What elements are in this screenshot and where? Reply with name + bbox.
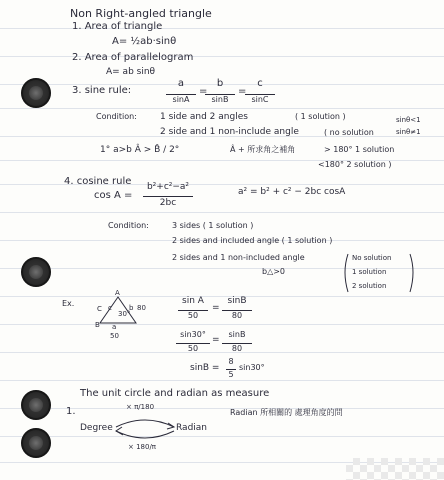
ratio3-lhs: sinB =	[190, 363, 220, 373]
degree-to-radian-factor: × π/180	[126, 403, 155, 411]
triangle-side-a: a	[112, 323, 117, 331]
cosine-brace-2: 1 solution	[352, 268, 387, 276]
ruled-line	[0, 28, 444, 29]
cosine-rule-alt: a² = b² + c² − 2bc cosA	[238, 187, 346, 197]
cosine-brace-1: No solution	[352, 254, 392, 262]
ratio1-eq: =	[212, 303, 220, 313]
ruled-line	[0, 212, 444, 213]
example-label: Ex.	[62, 299, 75, 308]
cosine-condition-line1: 3 sides ( 1 solution )	[172, 221, 254, 230]
sine-rule-c-den: sinC	[245, 94, 275, 104]
unit-circle-note: Radian 所相關的 處理角度的問	[230, 408, 343, 417]
triangle-side-b-value: 80	[137, 304, 146, 312]
sine-condition-line3a: 1° a>b Â > B̂ / 2°	[100, 145, 180, 155]
radian-label: Radian	[176, 423, 208, 433]
ratio1-left-den: 50	[178, 310, 208, 320]
page-title: Non Right-angled triangle	[70, 7, 212, 20]
area-parallelogram-label: 2. Area of parallelogram	[72, 52, 194, 63]
cosine-condition-line2: 2 sides and included angle ( 1 solution )	[172, 236, 333, 245]
cosine-rule-num: b²+c²−a²	[146, 182, 190, 192]
binder-hole	[21, 428, 51, 458]
unit-circle-title: The unit circle and radian as measure	[80, 388, 270, 399]
area-triangle-label: 1. Area of triangle	[72, 21, 163, 32]
sine-condition-line1-note: ( 1 solution )	[295, 112, 346, 121]
sine-condition-line3c: > 180° 1 solution	[324, 145, 395, 154]
sine-rule-b-den: sinB	[205, 94, 235, 104]
ratio3-num: 8	[228, 357, 234, 366]
sine-side-note-2: sinθ≠1	[396, 128, 421, 136]
triangle-vertex-C: C	[97, 305, 102, 313]
sine-rule-c-num: c	[257, 78, 263, 89]
sine-rule-a-den: sinA	[166, 94, 196, 104]
ratio3-den: 5	[226, 369, 236, 379]
degree-label: Degree	[80, 423, 113, 433]
ratio1-left-num: sin A	[182, 296, 204, 306]
binder-hole	[21, 390, 51, 420]
sine-condition-line3b: Â + 所求角之補角	[230, 145, 296, 154]
ruled-line	[0, 56, 444, 57]
sine-rule-b-num: b	[216, 78, 224, 89]
sine-rule-eq1: =	[199, 86, 208, 97]
triangle-side-a-value: 50	[110, 332, 119, 340]
ruled-line	[0, 436, 444, 437]
triangle-side-b: b	[129, 304, 134, 312]
ratio1-right-den: 80	[222, 310, 252, 320]
sine-condition-line4: <180° 2 solution )	[318, 160, 392, 169]
ratio3-tail: sin30°	[239, 363, 265, 372]
sine-rule-eq2: =	[238, 86, 247, 97]
binder-hole	[21, 78, 51, 108]
cosine-condition-line3: 2 sides and 1 non-included angle	[172, 253, 305, 262]
binder-hole	[21, 257, 51, 287]
ratio1-right-num: sinB	[227, 296, 247, 306]
triangle-angle: 30°	[118, 310, 131, 318]
ratio2-right-den: 80	[222, 343, 252, 353]
ruled-line	[0, 380, 444, 381]
sine-condition-line2: 2 side and 1 non-include angle	[160, 127, 299, 137]
ratio2-left-den: 50	[176, 343, 210, 353]
ruled-line	[0, 108, 444, 109]
cosine-condition-label: Condition:	[108, 221, 149, 230]
ruled-line	[0, 324, 444, 325]
triangle-vertex-A: A	[115, 289, 120, 297]
radian-to-degree-factor: × 180/π	[128, 443, 157, 451]
sine-rule-label: 3. sine rule:	[72, 85, 132, 96]
sine-side-note-1: sinθ<1	[396, 116, 421, 124]
triangle-vertex-B: B	[95, 321, 100, 329]
triangle-side-c: c	[108, 304, 112, 312]
conversion-arrows	[112, 411, 178, 447]
cosine-rule-den: 2bc	[143, 196, 193, 208]
ratio2-right-num: sinB	[228, 330, 246, 339]
ratio2-eq: =	[212, 335, 220, 345]
transparency-checker	[346, 458, 444, 480]
sine-condition-line2-note: ( no solution	[324, 128, 374, 137]
ratio2-left-num: sin30°	[180, 330, 206, 339]
unit-circle-item: 1.	[66, 406, 76, 417]
sine-rule-a-num: a	[177, 78, 185, 89]
cosine-condition-line3-sub: b△>0	[262, 267, 286, 276]
sine-condition-label: Condition:	[96, 112, 137, 121]
cosine-rule-lhs: cos A =	[94, 190, 133, 201]
area-parallelogram-formula: A= ab sinθ	[106, 67, 156, 77]
area-triangle-formula: A= ½ab·sinθ	[112, 36, 177, 47]
cosine-rule-label: 4. cosine rule	[64, 176, 132, 187]
sine-condition-line1: 1 side and 2 angles	[160, 112, 248, 122]
cosine-brace-3: 2 solution	[352, 282, 387, 290]
